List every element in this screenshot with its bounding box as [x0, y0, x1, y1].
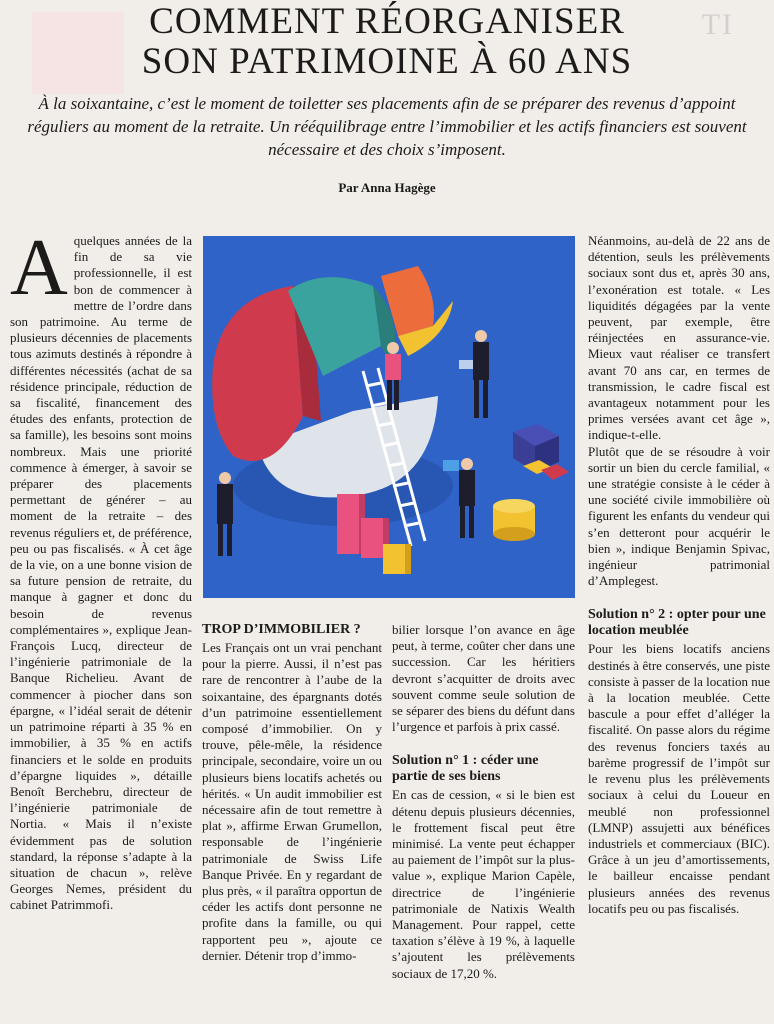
byline: Par Anna Hagège — [338, 180, 436, 195]
title-line-2: SON PATRIMOINE À 60 ANS — [141, 41, 633, 82]
column-3-text-2: En cas de cession, « si le bien est détenu depuis plusieurs décennies, le frottement fiscal peut être minimisé. La vente peut échapper au paiement de l’impôt sur la plus-value », explique Marion Capèle, directrice de l’ingénierie patrimoniale de Natixis Wealth Management. Pour rappel, cette taxation s’élève à 19 %, à laquelle s’ajoutent les prélèvements sociaux de 17,20 %. — [392, 787, 575, 981]
column-3-text-1: bilier lorsque l’on avance en âge peut, à terme, coûter cher dans une succession. Car les héritiers devront s’acquitter de droits avec souvent comme seule solution de se séparer des biens du défunt dans l’urgence et parfois à prix cassé. — [392, 622, 575, 735]
article-lead: À la soixantaine, c’est le moment de toiletter ses placements afin de se préparer des revenus d’appoint réguliers au moment de la retraite. Un rééquilibrage entre l’immobilier et les actifs financiers est souvent nécessaire et des choix s’imposent. — [27, 94, 747, 159]
column-4-text-3: Pour les biens locatifs anciens destinés à être conservés, une piste consiste à passer de la location nue à la location meublée. Cette bascule a pour effet d’alléger la fiscalité. On passe alors du régime des revenus fonciers taxés au barème progressif de l’impôt sur le revenu plus les prélèvements sociaux à celui du Loueur en meublé non professionnel (LMNP) assujetti aux bénéfices industriels et commerciaux (BIC). Grâce à un jeu d’amortissements, le bailleur encaisse pendant plusieurs années des revenus locatifs peu ou pas fiscalisés. — [588, 641, 770, 916]
column-4 — [588, 233, 770, 917]
subhead-solution-1: Solution n° 1 : céder une partie de ses biens — [392, 753, 539, 785]
subhead-trop-immobilier: TROP D’IMMOBILIER ? — [202, 622, 361, 637]
illustration-pie-chart-people — [203, 236, 575, 598]
subhead-solution-2: Solution n° 2 : opter pour une location meublée — [588, 607, 766, 639]
column-3 — [392, 622, 575, 982]
column-2-text: Les Français ont un vrai penchant pour la pierre. Aussi, il n’est pas rare de rencontrer à l’aube de la soixantaine, des épargnants dotés d’un patrimoine essentiellement composé d’immobilier. On y trouve, pêle-mêle, la résidence principale, secondaire, voire un ou plusieurs biens locatifs achetés ou hérités. « Un audit immobilier est nécessaire afin de tout remettre à plat », affirme Erwan Grumellon, responsable de l’ingénierie patrimoniale de Swiss Life Banque Privée. En y regardant de plus près, « il paraîtra opportun de céder les actifs dont personne ne profite dans la famille, ou qui rapportent peu », ajoute ce dernier. Détenir trop d’immo- — [202, 640, 382, 963]
show-through-text: TI — [701, 8, 734, 41]
yellow-cylinder — [493, 499, 535, 541]
column-4-text-2: Plutôt que de se résoudre à voir sortir un bien du cercle familial, « une stratégie consiste à le céder à une société civile immobilière où figurent les enfants du vendeur qui s’en detteront pour acquérir le bien », indique Benjamin Spivac, ingénieur patrimonial d’Amplegest. — [588, 443, 770, 589]
title-line-1: COMMENT RÉORGANISER — [149, 1, 625, 42]
column-2 — [202, 622, 382, 964]
article-title — [0, 2, 774, 82]
column-1 — [10, 224, 192, 914]
column-1-text: quelques années de la fin de sa vie professionnelle, il est bon de commencer à mettre de l’ordre dans son patrimoine. Au terme de plusieurs décennies de placements tous azimuts destinés à répondre à différentes nécessités (achat de sa résidence principale, réduction de sa fiscalité, financement des études des enfants, protection de sa famille), les besoins sont moins nombreux. Mais une priorité commence à émerger, à savoir se préparer des placements permettant de générer – au moment de la retraite – des revenus réguliers et, de préférence, peu ou pas fiscalisés. « À cet âge de la vie, on a une bonne vision de sa future pension de retraite, du manque à gagner et donc du besoin de revenus complémentaires », explique Jean-François Lucq, directeur de l’ingénierie patrimoniale de la Banque Richelieu. Avant de commencer à piocher dans son épargne, « l’idéal serait de détenir un patrimoine réparti à 35 % en immobilier, à 35 % en actifs financiers et le solde en produits d’épargne liquides », détaille Benoît Berchebru, directeur de l’ingénierie patrimoniale de Nortia. « Mais il n’existe évidemment pas de solution standard, la réponse s’adapte à la situation de chacun », relève Georges Nemes, président du cabinet Patrimmofi. — [10, 233, 192, 913]
column-4-text-1: Néanmoins, au-delà de 22 ans de détention, seuls les prélèvements sociaux sont dus et, après 30 ans, l’exonération est totale. « Les liquidités dégagées par la vente peuvent, par exemple, être réinjectées en assurance-vie. Mieux vaut réaliser ce transfert avant 70 ans car, en termes de transmission, le cadre fiscal est avantageux notamment pour les primes versées avant cet âge », indique-t-elle. — [588, 233, 770, 443]
drop-cap: A — [10, 224, 68, 312]
